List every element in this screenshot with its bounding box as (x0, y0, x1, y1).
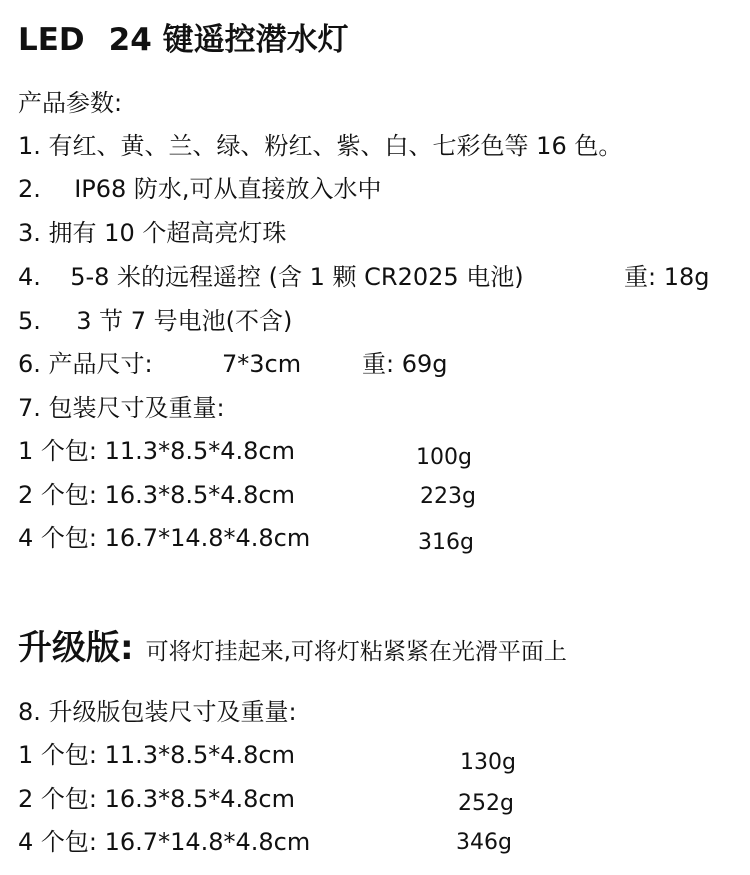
item-text: 升级版包装尺寸及重量: (48, 698, 297, 726)
pack-row-1 (18, 436, 295, 466)
param-item-6 (18, 349, 153, 379)
upgrade-pack-row-3 (18, 827, 310, 857)
item-text: 3 节 7 号电池(不含) (76, 307, 293, 335)
pack-row-2 (18, 480, 295, 510)
upgrade-pack-row-1 (18, 740, 295, 770)
upgrade-heading (18, 628, 567, 674)
param-item-2 (18, 174, 382, 204)
item-text: 有红、黄、兰、绿、粉红、紫、白、七彩色等 16 色。 (48, 132, 623, 160)
pack-weight-2: 223g (420, 484, 476, 509)
item-text: 产品尺寸: (48, 350, 153, 378)
item-text: 包装尺寸及重量: (48, 394, 225, 422)
param-item-7 (18, 393, 225, 423)
param-item-4 (18, 262, 524, 292)
pack-label: 2 个包: (18, 785, 97, 813)
item-number: 8. (18, 698, 41, 726)
pack-size: 16.3*8.5*4.8cm (104, 785, 295, 813)
param-item-5 (18, 306, 292, 336)
param-item-3 (18, 218, 286, 248)
pack-label: 2 个包: (18, 481, 97, 509)
pack-size: 16.7*14.8*4.8cm (104, 524, 311, 552)
page-title (18, 20, 349, 60)
pack-size: 11.3*8.5*4.8cm (104, 741, 295, 769)
item-text: IP68 防水,可从直接放入水中 (74, 175, 382, 203)
pack-label: 1 个包: (18, 741, 97, 769)
title-brand: LED (18, 22, 85, 58)
item-number: 5. (18, 307, 41, 335)
product-size-value: 7*3cm (222, 350, 302, 378)
item-text: 拥有 10 个超高亮灯珠 (48, 219, 287, 247)
title-name: 24 键遥控潜水灯 (108, 22, 349, 58)
pack-size: 16.3*8.5*4.8cm (104, 481, 295, 509)
upgrade-title: 升级版: (18, 628, 134, 668)
pack-weight-1: 100g (416, 445, 472, 470)
upgrade-pack-weight-3: 346g (456, 830, 512, 855)
pack-size: 11.3*8.5*4.8cm (104, 437, 295, 465)
upgrade-pack-weight-2: 252g (458, 791, 514, 816)
upgrade-pack-weight-1: 130g (460, 750, 516, 775)
pack-weight-3: 316g (418, 530, 474, 555)
pack-row-3 (18, 523, 310, 553)
item-number: 2. (18, 175, 41, 203)
item-number: 7. (18, 394, 41, 422)
upgrade-pack-row-2 (18, 784, 295, 814)
item-number: 1. (18, 132, 41, 160)
pack-label: 4 个包: (18, 828, 97, 856)
remote-weight: 重: 18g (624, 263, 710, 291)
item-number: 6. (18, 350, 41, 378)
param-item-8 (18, 697, 297, 727)
pack-size: 16.7*14.8*4.8cm (104, 828, 311, 856)
product-weight: 重: 69g (362, 350, 448, 378)
params-heading: 产品参数: (18, 89, 123, 117)
pack-label: 1 个包: (18, 437, 97, 465)
param-item-1 (18, 131, 622, 161)
item-number: 4. (18, 263, 41, 291)
item-number: 3. (18, 219, 41, 247)
item-text: 5-8 米的远程遥控 (含 1 颗 CR2025 电池) (70, 263, 524, 291)
upgrade-description: 可将灯挂起来,可将灯粘紧紧在光滑平面上 (145, 639, 567, 665)
pack-label: 4 个包: (18, 524, 97, 552)
